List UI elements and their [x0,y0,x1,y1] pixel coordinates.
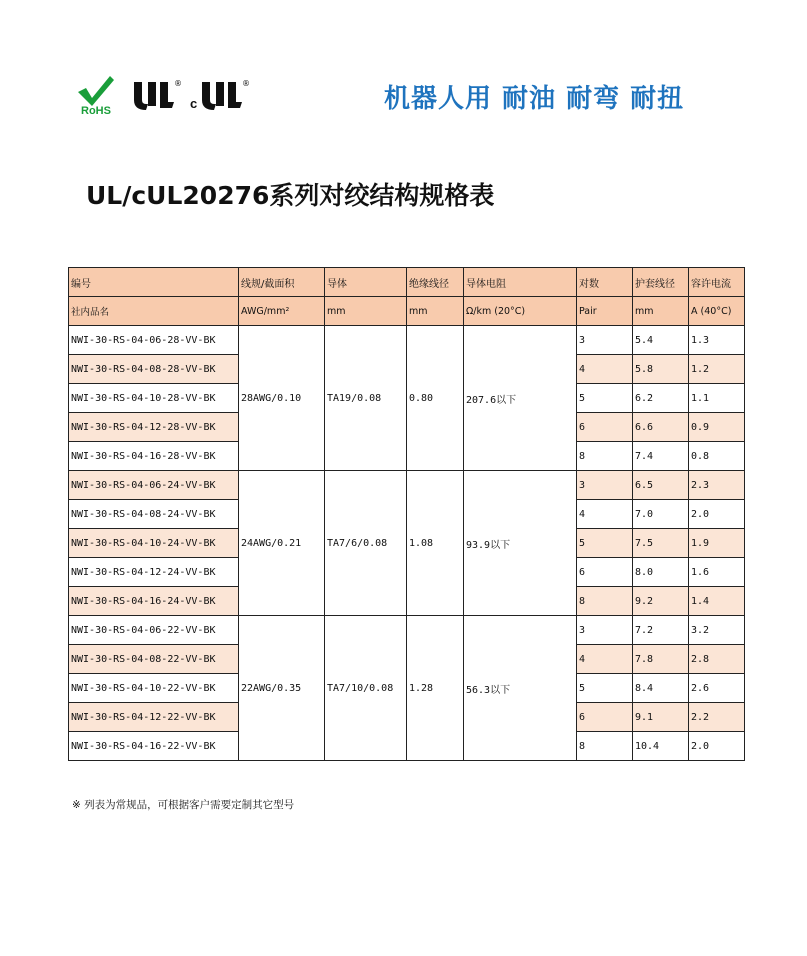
insulation-cell: 1.08 [407,471,464,616]
pair-count-cell: 6 [577,558,633,587]
unit-row [69,297,745,326]
header-cell: 线规/截面积 [239,268,325,297]
rohs-logo-icon [74,72,118,116]
conductor-cell: TA7/10/0.08 [325,616,407,761]
header-cell: 容许电流 [689,268,745,297]
pair-count-cell: 3 [577,616,633,645]
gauge-cell: 22AWG/0.35 [239,616,325,761]
allowable-current-cell: 1.9 [689,529,745,558]
gauge-cell: 28AWG/0.10 [239,326,325,471]
resistance-cell: 56.3以下 [464,616,577,761]
pair-count-cell: 4 [577,355,633,384]
pair-count-cell: 4 [577,500,633,529]
header-row [69,268,745,297]
part-number-cell: NWI-30-RS-04-08-28-VV-BK [69,355,239,384]
jacket-diameter-cell: 9.2 [633,587,689,616]
jacket-diameter-cell: 9.1 [633,703,689,732]
unit-cell: mm [407,297,464,326]
table-row [69,326,745,355]
allowable-current-cell: 2.0 [689,500,745,529]
unit-cell: Pair [577,297,633,326]
unit-cell: AWG/mm² [239,297,325,326]
jacket-diameter-cell: 7.0 [633,500,689,529]
header-cell: 编号 [69,268,239,297]
pair-count-cell: 8 [577,587,633,616]
cul-logo-icon [190,76,250,112]
part-number-cell: NWI-30-RS-04-06-28-VV-BK [69,326,239,355]
allowable-current-cell: 0.9 [689,413,745,442]
allowable-current-cell: 2.0 [689,732,745,761]
insulation-cell: 1.28 [407,616,464,761]
allowable-current-cell: 0.8 [689,442,745,471]
slogan: 机器人用 耐油 耐弯 耐扭 [384,84,685,114]
allowable-current-cell: 2.6 [689,674,745,703]
jacket-diameter-cell: 6.5 [633,471,689,500]
jacket-diameter-cell: 10.4 [633,732,689,761]
part-number-cell: NWI-30-RS-04-08-22-VV-BK [69,645,239,674]
part-number-cell: NWI-30-RS-04-12-22-VV-BK [69,703,239,732]
pair-count-cell: 8 [577,442,633,471]
rohs-text: RoHS [81,105,111,117]
gauge-cell: 24AWG/0.21 [239,471,325,616]
header-cell: 绝缘线径 [407,268,464,297]
table-row [69,471,745,500]
jacket-diameter-cell: 7.8 [633,645,689,674]
allowable-current-cell: 1.4 [689,587,745,616]
part-number-cell: NWI-30-RS-04-16-22-VV-BK [69,732,239,761]
part-number-cell: NWI-30-RS-04-06-24-VV-BK [69,471,239,500]
header-cell: 导体电阻 [464,268,577,297]
resistance-cell: 93.9以下 [464,471,577,616]
unit-cell: Ω/km (20°C) [464,297,577,326]
header-cell: 对数 [577,268,633,297]
allowable-current-cell: 2.2 [689,703,745,732]
insulation-cell: 0.80 [407,326,464,471]
resistance-cell: 207.6以下 [464,326,577,471]
cul-prefix: c [190,96,198,111]
conductor-cell: TA19/0.08 [325,326,407,471]
unit-cell: A (40°C) [689,297,745,326]
part-number-cell: NWI-30-RS-04-16-28-VV-BK [69,442,239,471]
cul-registered-mark: ® [242,79,250,88]
jacket-diameter-cell: 6.6 [633,413,689,442]
footnote: ※ 列表为常规品，可根据客户需要定制其它型号 [72,799,295,811]
pair-count-cell: 3 [577,471,633,500]
unit-cell: 社内品名 [69,297,239,326]
pair-count-cell: 5 [577,674,633,703]
part-number-cell: NWI-30-RS-04-12-24-VV-BK [69,558,239,587]
allowable-current-cell: 1.2 [689,355,745,384]
jacket-diameter-cell: 7.5 [633,529,689,558]
jacket-diameter-cell: 8.4 [633,674,689,703]
part-number-cell: NWI-30-RS-04-12-28-VV-BK [69,413,239,442]
part-number-cell: NWI-30-RS-04-06-22-VV-BK [69,616,239,645]
page-title: UL/cUL20276系列对绞结构规格表 [86,181,495,210]
pair-count-cell: 6 [577,413,633,442]
unit-cell: mm [325,297,407,326]
part-number-cell: NWI-30-RS-04-08-24-VV-BK [69,500,239,529]
jacket-diameter-cell: 7.4 [633,442,689,471]
header-cell: 导体 [325,268,407,297]
allowable-current-cell: 2.3 [689,471,745,500]
allowable-current-cell: 1.3 [689,326,745,355]
part-number-cell: NWI-30-RS-04-10-24-VV-BK [69,529,239,558]
jacket-diameter-cell: 5.8 [633,355,689,384]
table-row [69,616,745,645]
allowable-current-cell: 3.2 [689,616,745,645]
part-number-cell: NWI-30-RS-04-16-24-VV-BK [69,587,239,616]
header-cell: 护套线径 [633,268,689,297]
pair-count-cell: 3 [577,326,633,355]
allowable-current-cell: 2.8 [689,645,745,674]
pair-count-cell: 8 [577,732,633,761]
part-number-cell: NWI-30-RS-04-10-22-VV-BK [69,674,239,703]
pair-count-cell: 6 [577,703,633,732]
jacket-diameter-cell: 8.0 [633,558,689,587]
pair-count-cell: 4 [577,645,633,674]
part-number-cell: NWI-30-RS-04-10-28-VV-BK [69,384,239,413]
allowable-current-cell: 1.1 [689,384,745,413]
pair-count-cell: 5 [577,529,633,558]
ul-registered-mark: ® [174,79,182,88]
jacket-diameter-cell: 5.4 [633,326,689,355]
jacket-diameter-cell: 7.2 [633,616,689,645]
allowable-current-cell: 1.6 [689,558,745,587]
conductor-cell: TA7/6/0.08 [325,471,407,616]
jacket-diameter-cell: 6.2 [633,384,689,413]
unit-cell: mm [633,297,689,326]
pair-count-cell: 5 [577,384,633,413]
ul-logo-icon [130,76,180,112]
spec-table [68,267,745,761]
